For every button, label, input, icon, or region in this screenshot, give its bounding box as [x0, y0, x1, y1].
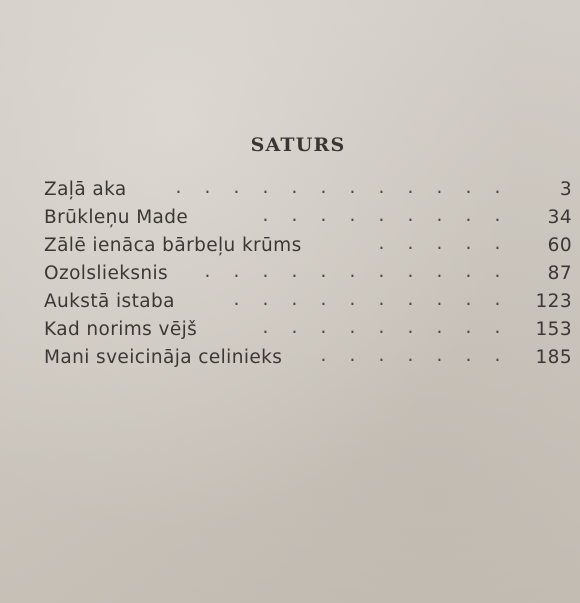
leader-dot: .	[291, 177, 298, 198]
toc-entry-title: Brūkleņu Made	[44, 207, 189, 228]
table-of-contents	[44, 176, 574, 372]
leader-dot: .	[320, 261, 327, 282]
contents-heading: SATURS	[250, 134, 346, 156]
leader-dot: .	[233, 289, 240, 310]
leader-dot: .	[291, 317, 298, 338]
toc-entry-title: Mani sveicināja celinieks	[44, 347, 283, 368]
toc-entry-page: 34	[547, 207, 572, 228]
leader-dot: .	[465, 317, 472, 338]
toc-entry-page: 123	[535, 291, 572, 312]
toc-entry	[44, 260, 574, 288]
leader-dot: .	[494, 205, 501, 226]
leader-dot: .	[320, 289, 327, 310]
leader-dot: .	[494, 289, 501, 310]
toc-entry-page: 3	[559, 179, 572, 200]
leader-dot: .	[407, 261, 414, 282]
toc-entry-title: Zālē ienāca bārbeļu krūms	[44, 235, 302, 256]
toc-entry	[44, 288, 574, 316]
leader-dot: .	[407, 205, 414, 226]
dot-leader	[193, 258, 512, 286]
leader-dot: .	[407, 317, 414, 338]
toc-entry-title: Ozolslieksnis	[44, 263, 169, 284]
leader-dot: .	[407, 177, 414, 198]
leader-dot: .	[465, 205, 472, 226]
dot-leader	[222, 286, 512, 314]
leader-dot: .	[378, 289, 385, 310]
toc-entry	[44, 176, 574, 204]
leader-dot: .	[407, 233, 414, 254]
toc-entry-title: Kad norims vējš	[44, 319, 198, 340]
leader-dot: .	[494, 177, 501, 198]
leader-dot: .	[349, 261, 356, 282]
leader-dot: .	[465, 345, 472, 366]
leader-dot: .	[494, 345, 501, 366]
leader-dot: .	[320, 177, 327, 198]
leader-dot: .	[494, 261, 501, 282]
leader-dot: .	[204, 177, 211, 198]
leader-dot: .	[436, 205, 443, 226]
toc-entry-title: Zaļā aka	[44, 179, 127, 200]
leader-dot: .	[262, 289, 269, 310]
leader-dot: .	[262, 317, 269, 338]
toc-entry	[44, 344, 574, 372]
toc-entry-page: 60	[547, 235, 572, 256]
leader-dot: .	[436, 177, 443, 198]
leader-dot: .	[465, 289, 472, 310]
toc-entry-page: 87	[547, 263, 572, 284]
leader-dot: .	[349, 289, 356, 310]
leader-dot: .	[378, 317, 385, 338]
leader-dot: .	[436, 345, 443, 366]
dot-leader	[309, 342, 512, 370]
dot-leader	[251, 202, 512, 230]
leader-dot: .	[378, 261, 385, 282]
leader-dot: .	[233, 177, 240, 198]
leader-dot: .	[436, 317, 443, 338]
leader-dot: .	[291, 261, 298, 282]
leader-dot: .	[378, 205, 385, 226]
leader-dot: .	[349, 205, 356, 226]
leader-dot: .	[320, 205, 327, 226]
leader-dot: .	[465, 233, 472, 254]
leader-dot: .	[378, 233, 385, 254]
toc-entry-page: 185	[535, 347, 572, 368]
leader-dot: .	[407, 345, 414, 366]
leader-dot: .	[349, 345, 356, 366]
leader-dot: .	[320, 345, 327, 366]
toc-entry-page: 153	[535, 319, 572, 340]
leader-dot: .	[233, 261, 240, 282]
dot-leader	[164, 174, 512, 202]
leader-dot: .	[465, 261, 472, 282]
leader-dot: .	[378, 345, 385, 366]
leader-dot: .	[407, 289, 414, 310]
toc-entry	[44, 232, 574, 260]
leader-dot: .	[262, 177, 269, 198]
leader-dot: .	[349, 177, 356, 198]
leader-dot: .	[262, 261, 269, 282]
leader-dot: .	[465, 177, 472, 198]
toc-entry	[44, 204, 574, 232]
toc-entry-title: Aukstā istaba	[44, 291, 175, 312]
dot-leader	[367, 230, 512, 258]
leader-dot: .	[494, 317, 501, 338]
dot-leader	[251, 314, 512, 342]
leader-dot: .	[349, 317, 356, 338]
leader-dot: .	[262, 205, 269, 226]
toc-entry	[44, 316, 574, 344]
leader-dot: .	[175, 177, 182, 198]
leader-dot: .	[436, 261, 443, 282]
leader-dot: .	[436, 289, 443, 310]
leader-dot: .	[291, 289, 298, 310]
leader-dot: .	[320, 317, 327, 338]
leader-dot: .	[291, 205, 298, 226]
leader-dot: .	[204, 261, 211, 282]
leader-dot: .	[494, 233, 501, 254]
leader-dot: .	[436, 233, 443, 254]
leader-dot: .	[378, 177, 385, 198]
